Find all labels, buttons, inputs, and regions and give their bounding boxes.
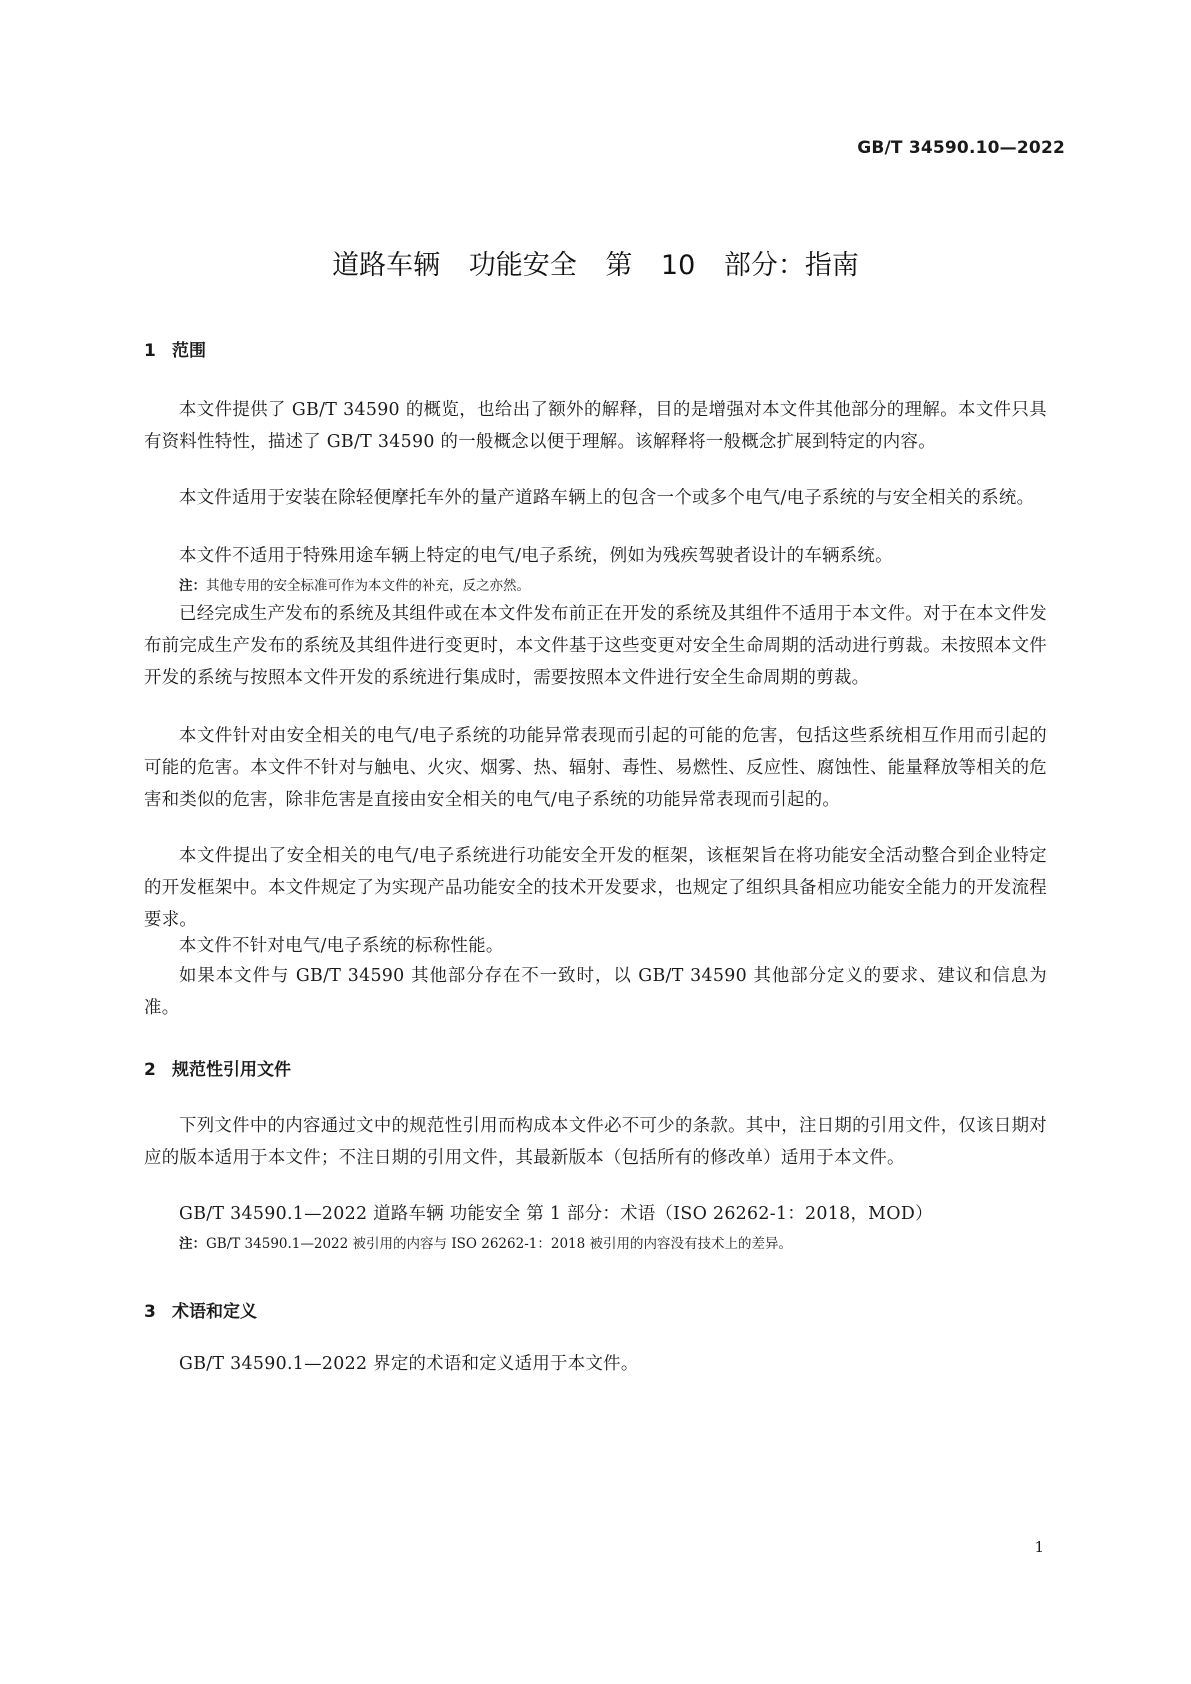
section-title: 术语和定义 xyxy=(172,1302,257,1322)
section-2-heading xyxy=(144,1055,291,1080)
note-text: 其他专用的安全标准可作为本文件的补充，反之亦然。 xyxy=(206,578,530,594)
section-number: 1 xyxy=(144,341,156,361)
page-number: 1 xyxy=(1034,1538,1044,1556)
note-label: 注： xyxy=(179,1236,206,1252)
normative-reference-item: GB/T 34590.1—2022 道路车辆 功能安全 第 1 部分：术语（ISO 26262-1：2018，MOD） xyxy=(179,1204,933,1224)
section-1-paragraph-2: 本文件适用于安装在除轻便摩托车外的量产道路车辆上的包含一个或多个电气/电子系统的与安全相关的系统。 xyxy=(179,488,1035,508)
document-title: 道路车辆 功能安全 第 10 部分：指南 xyxy=(332,250,859,281)
section-1-paragraph-1: 本文件提供了 GB/T 34590 的概览，也给出了额外的解释，目的是增强对本文件其他部分的理解。本文件只具有资料性特性，描述了 GB/T 34590 的一般概念以便于理解。该解释将一般概念扩展到特定的内容。 xyxy=(144,400,1047,452)
standard-number: GB/T 34590.10—2022 xyxy=(857,138,1065,158)
section-2-paragraph-1: 下列文件中的内容通过文中的规范性引用而构成本文件必不可少的条款。其中，注日期的引用文件，仅该日期对应的版本适用于本文件；不注日期的引用文件，其最新版本（包括所有的修改单）适用于本文件。 xyxy=(144,1116,1047,1168)
section-1-paragraph-3: 本文件不适用于特殊用途车辆上特定的电气/电子系统，例如为残疾驾驶者设计的车辆系统。 xyxy=(179,546,893,566)
note-text: GB/T 34590.1—2022 被引用的内容与 ISO 26262-1：2018 被引用的内容没有技术上的差异。 xyxy=(206,1236,792,1252)
section-1-heading xyxy=(144,336,206,361)
section-1-paragraph-8: 如果本文件与 GB/T 34590 其他部分存在不一致时，以 GB/T 34590 其他部分定义的要求、建议和信息为准。 xyxy=(144,966,1047,1018)
section-1-paragraph-4: 已经完成生产发布的系统及其组件或在本文件发布前正在开发的系统及其组件不适用于本文件。对于在本文件发布前完成生产发布的系统及其组件进行变更时，本文件基于这些变更对安全生命周期的活动进行剪裁。未按照本文件开发的系统与按照本文件开发的系统进行集成时，需要按照本文件进行安全生命周期的剪裁。 xyxy=(144,604,1047,688)
section-number: 3 xyxy=(144,1302,156,1322)
note-label: 注： xyxy=(179,578,206,594)
section-2-note xyxy=(179,1234,1047,1254)
section-1-paragraph-7: 本文件不针对电气/电子系统的标称性能。 xyxy=(179,936,504,956)
section-3-paragraph-1: GB/T 34590.1—2022 界定的术语和定义适用于本文件。 xyxy=(179,1354,639,1374)
section-1-paragraph-6: 本文件提出了安全相关的电气/电子系统进行功能安全开发的框架，该框架旨在将功能安全活动整合到企业特定的开发框架中。本文件规定了为实现产品功能安全的技术开发要求，也规定了组织具备相应功能安全能力的开发流程要求。 xyxy=(144,846,1047,930)
section-1-paragraph-5: 本文件针对由安全相关的电气/电子系统的功能异常表现而引起的可能的危害，包括这些系统相互作用而引起的可能的危害。本文件不针对与触电、火灾、烟雾、热、辐射、毒性、易燃性、反应性、腐蚀性、能量释放等相关的危害和类似的危害，除非危害是直接由安全相关的电气/电子系统的功能异常表现而引起的。 xyxy=(144,726,1047,810)
section-3-heading xyxy=(144,1297,257,1322)
section-number: 2 xyxy=(144,1060,156,1080)
section-title: 规范性引用文件 xyxy=(172,1060,291,1080)
section-1-note xyxy=(179,576,1047,596)
section-title: 范围 xyxy=(172,341,206,361)
